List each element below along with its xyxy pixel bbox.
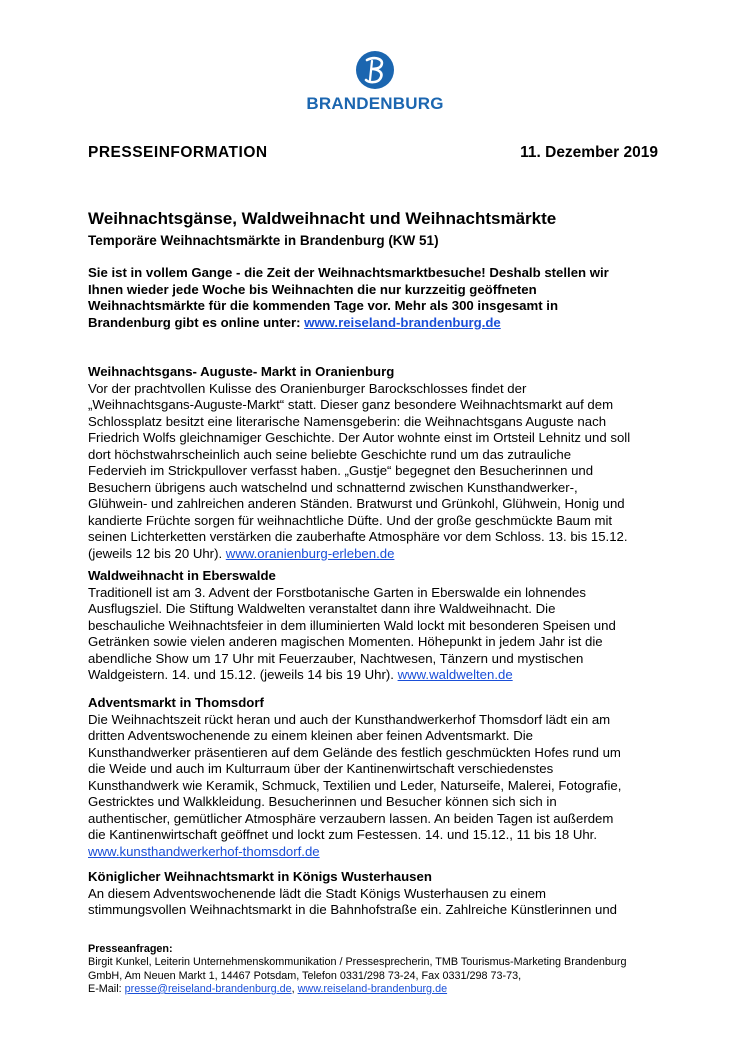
intro-line bbox=[88, 315, 660, 332]
section-line: stimmungsvollen Weihnachtsmarkt in die Bahnhofstraße ein. Zahlreiche Künstlerinnen und bbox=[88, 902, 618, 917]
section-line bbox=[88, 844, 668, 861]
section-line: dort höchstwahrscheinlich auch seine beliebte Geschichte rund um das zutrauliche bbox=[88, 446, 572, 462]
section-line: kandierte Früchte sorgen für weihnachtliche Düfte. Und der große geschmückte Baum mit bbox=[88, 512, 613, 528]
section-line: Glühwein- und zahlreichen anderen Ständen. Bratwurst und Grünkohl, Glühwein, Honig und bbox=[88, 496, 625, 511]
section-last-text: (jeweils 12 bis 20 Uhr). bbox=[88, 545, 226, 561]
section-oranienburg bbox=[88, 364, 668, 562]
section-line: die Kantinenwirtschaft geöffnet und lockt zum Festessen. 14. und 15.12., 11 bis 18 Uhr. bbox=[88, 827, 598, 842]
brandenburg-logo bbox=[300, 50, 450, 115]
document-title: Weihnachtsgänse, Waldweihnacht und Weihnachtsmärkte bbox=[88, 209, 557, 228]
email-link[interactable]: presse@reiseland-brandenburg.de bbox=[124, 982, 292, 995]
section-heading: Waldweihnacht in Eberswalde bbox=[88, 568, 276, 583]
footer-line bbox=[88, 983, 678, 996]
footer-separator: , bbox=[291, 982, 298, 995]
section-line: Kunsthandwerk wie Keramik, Schmuck, Textilien und Leder, Naturseife, Malerei, Fotografie, bbox=[88, 777, 622, 793]
brandenburg-emblem-icon bbox=[353, 50, 397, 94]
footer-line: GmbH, Am Neuen Markt 1, 14467 Potsdam, Telefon 0331/298 73-24, Fax 0331/298 73-73, bbox=[88, 969, 522, 982]
section-line: An diesem Adventswochenende lädt die Stadt Königs Wusterhausen zu einem bbox=[88, 885, 546, 901]
section-line: Besuchern übrigens auch watschelnd und schnatternd zwischen Kunsthandwerker-, bbox=[88, 479, 578, 495]
intro-link[interactable]: www.reiseland-brandenburg.de bbox=[304, 314, 501, 330]
section-line: Federvieh im Strickpullover verfasst haben. „Gustje“ begegnet den Besucherinnen und bbox=[88, 463, 594, 478]
header-row bbox=[88, 144, 658, 166]
section-line: Schlossplatz besitzt eine literarische Namensgeberin: die Weihnachtsgans Auguste nach bbox=[88, 413, 607, 429]
section-line: beschauliche Weihnachtsfeier in dem illuminierten Wald lockt mit besonderen Speisen und bbox=[88, 617, 616, 633]
intro-line: Sie ist in vollem Gange - die Zeit der Weihnachtsmarktbesuche! Deshalb stellen wir bbox=[88, 265, 609, 280]
section-last-text: Waldgeistern. 14. und 15.12. (jeweils 14 bis 19 Uhr). bbox=[88, 667, 398, 682]
logo-wordmark: BRANDENBURG bbox=[306, 94, 444, 113]
section-line: Kunsthandwerker präsentieren auf dem Gelände des festlich geschmückten Hofes rund um bbox=[88, 744, 621, 760]
section-line: abendliche Show um 17 Uhr mit Feuerzauber, Nachtwesen, Tänzern und mystischen bbox=[88, 650, 584, 666]
document-subtitle: Temporäre Weihnachtsmärkte in Brandenburg (KW 51) bbox=[88, 233, 439, 248]
section-line bbox=[88, 546, 668, 563]
footer-line: Birgit Kunkel, Leiterin Unternehmenskommunikation / Pressesprecherin, TMB Tourismus-Marketing Brandenburg bbox=[88, 956, 627, 969]
section-heading: Königlicher Weihnachtsmarkt in Königs Wusterhausen bbox=[88, 869, 432, 884]
section-heading: Adventsmarkt in Thomsdorf bbox=[88, 695, 264, 710]
footer-heading: Presseanfragen: bbox=[88, 943, 173, 955]
press-contact-footer bbox=[88, 943, 678, 996]
intro-line: Ihnen wieder jede Woche bis Weihnachten die nur kurzzeitig geöffneten bbox=[88, 281, 537, 297]
intro-paragraph bbox=[88, 265, 660, 331]
press-label: PRESSEINFORMATION bbox=[88, 144, 268, 161]
section-line: dritten Adventswochenende zu einem kleinen aber feinen Adventsmarkt. Die bbox=[88, 728, 533, 743]
intro-last-text: Brandenburg gibt es online unter: bbox=[88, 314, 305, 330]
waldwelten-link[interactable]: www.waldwelten.de bbox=[397, 667, 513, 682]
section-line: Vor der prachtvollen Kulisse des Oranienburger Barockschlosses findet der bbox=[88, 380, 527, 396]
oranienburg-link[interactable]: www.oranienburg-erleben.de bbox=[225, 545, 395, 561]
section-line: die Weide und auch im Kulturraum über der Kantinenwirtschaft verschiedenstes bbox=[88, 761, 554, 776]
section-line: Die Weihnachtszeit rückt heran und auch der Kunsthandwerkerhof Thomsdorf lädt ein am bbox=[88, 711, 611, 727]
email-label: E-Mail: bbox=[88, 982, 125, 995]
section-line: Ausflugsziel. Die Stiftung Waldwelten veranstaltet dann ihre Waldweihnacht. Die bbox=[88, 601, 556, 616]
section-line bbox=[88, 667, 668, 684]
section-line: Traditionell ist am 3. Advent der Forstbotanische Garten in Eberswalde ein lohnendes bbox=[88, 584, 586, 600]
release-date: 11. Dezember 2019 bbox=[520, 144, 658, 161]
section-line: Friedrich Wolfs gleichnamiger Geschichte. Der Autor wohnte einst im Ortsteil Lehnitz und soll bbox=[88, 430, 631, 445]
section-koenigs-wusterhausen bbox=[88, 869, 668, 919]
section-line: seinen Lichterketten verstärken die zauberhafte Atmosphäre vor dem Schloss. 13. bis 15.12. bbox=[88, 529, 628, 544]
thomsdorf-link[interactable]: www.kunsthandwerkerhof-thomsdorf.de bbox=[88, 843, 320, 859]
section-thomsdorf bbox=[88, 695, 668, 860]
section-heading: Weihnachtsgans- Auguste- Markt in Oranienburg bbox=[88, 364, 395, 379]
section-eberswalde bbox=[88, 568, 668, 684]
website-link[interactable]: www.reiseland-brandenburg.de bbox=[297, 982, 448, 995]
section-line: Gestricktes und Walkkleidung. Besucherinnen und Besucher können sich sich in bbox=[88, 794, 557, 809]
section-line: Getränken sowie vielen anderen magischen Momenten. Höhepunkt in jedem Jahr ist die bbox=[88, 634, 603, 649]
section-line: authentischer, gemütlicher Atmosphäre verzaubern lassen. An beiden Tagen ist außerdem bbox=[88, 810, 614, 826]
intro-line: Weihnachtsmärkte für die kommenden Tage vor. Mehr als 300 insgesamt in bbox=[88, 298, 559, 313]
section-line: „Weihnachtsgans-Auguste-Markt“ statt. Dieser ganz besondere Weihnachtsmarkt auf dem bbox=[88, 397, 614, 412]
